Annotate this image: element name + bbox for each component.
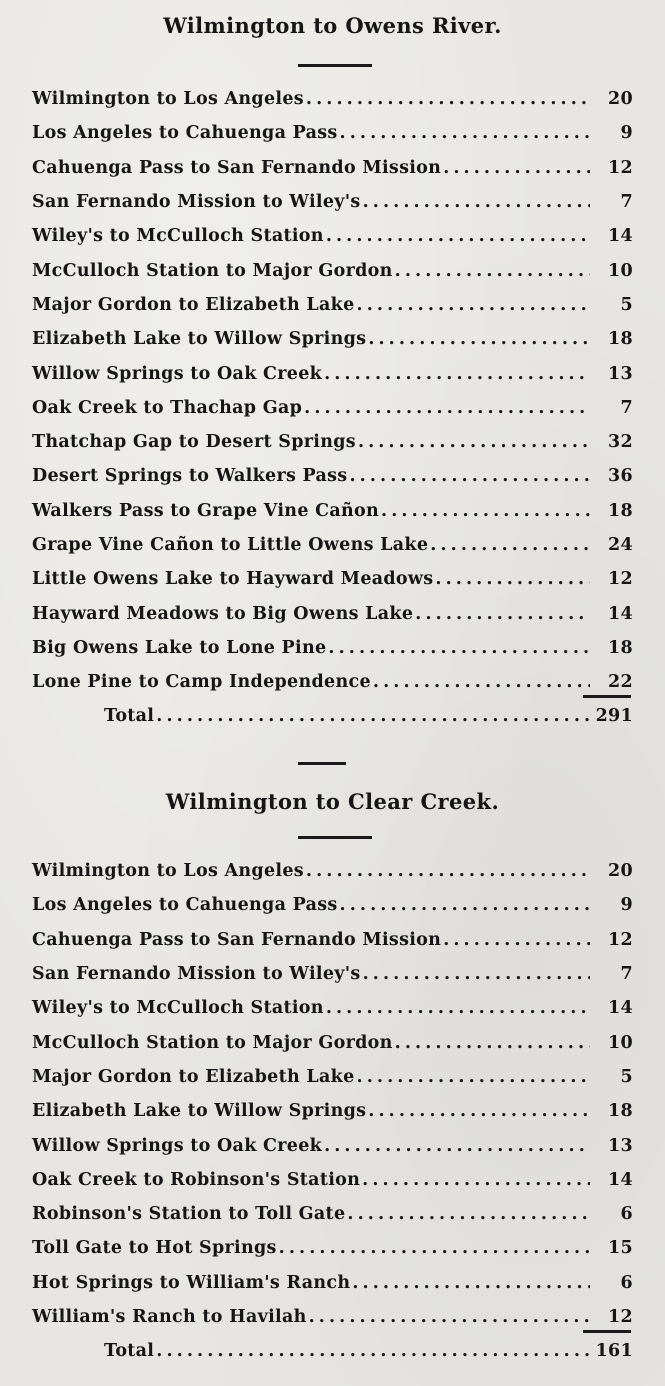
dot-leader bbox=[415, 604, 590, 624]
table-row bbox=[0, 1025, 665, 1059]
total-value: 291 bbox=[595, 706, 633, 727]
mileage-value: 12 bbox=[608, 157, 633, 178]
mileage-value: 32 bbox=[608, 432, 633, 453]
total-rule bbox=[583, 695, 631, 698]
dot-leader bbox=[395, 1033, 590, 1053]
dot-leader bbox=[326, 998, 590, 1018]
table-row bbox=[0, 1060, 665, 1094]
mileage-value: 7 bbox=[620, 192, 633, 213]
route-label: Wiley's to McCulloch Station bbox=[32, 998, 324, 1019]
route-label: Big Owens Lake to Lone Pine bbox=[32, 637, 327, 658]
dot-leader bbox=[324, 1136, 590, 1156]
dot-leader bbox=[362, 1170, 590, 1190]
route-label: Wilmington to Los Angeles bbox=[32, 861, 304, 882]
dot-leader bbox=[443, 930, 590, 950]
route-label: Toll Gate to Hot Springs bbox=[32, 1238, 277, 1259]
title-rule bbox=[298, 64, 372, 67]
table-row bbox=[0, 151, 665, 185]
mileage-value: 22 bbox=[608, 672, 633, 693]
mileage-value: 14 bbox=[608, 226, 633, 247]
mileage-value: 18 bbox=[608, 637, 633, 658]
dot-leader bbox=[363, 964, 590, 984]
table-row bbox=[0, 528, 665, 562]
dot-leader bbox=[279, 1238, 590, 1258]
mileage-value: 12 bbox=[608, 569, 633, 590]
table-row bbox=[0, 322, 665, 356]
table-row bbox=[0, 116, 665, 150]
route-label: Wilmington to Los Angeles bbox=[32, 89, 304, 110]
table-row bbox=[0, 1197, 665, 1231]
table-row bbox=[0, 1231, 665, 1265]
route-label: Willow Springs to Oak Creek bbox=[32, 1135, 323, 1156]
table-row bbox=[0, 425, 665, 459]
table-row bbox=[0, 1163, 665, 1197]
dot-leader bbox=[368, 329, 590, 349]
route-label: Lone Pine to Camp Independence bbox=[32, 672, 371, 693]
table-row bbox=[0, 391, 665, 425]
section-divider bbox=[298, 762, 346, 765]
route-label: Little Owens Lake to Hayward Meadows bbox=[32, 569, 434, 590]
mileage-value: 6 bbox=[620, 1272, 633, 1293]
dot-leader bbox=[347, 1204, 590, 1224]
mileage-value: 14 bbox=[608, 1169, 633, 1190]
route-label: Major Gordon to Elizabeth Lake bbox=[32, 1066, 355, 1087]
mileage-value: 24 bbox=[608, 535, 633, 555]
mileage-value: 18 bbox=[608, 500, 633, 521]
mileage-value: 6 bbox=[620, 1204, 633, 1225]
mileage-value: 36 bbox=[608, 466, 633, 487]
title-rule bbox=[298, 836, 372, 839]
table-row bbox=[0, 957, 665, 991]
dot-leader bbox=[435, 569, 590, 589]
route-label: Los Angeles to Cahuenga Pass bbox=[32, 895, 338, 916]
mileage-value: 5 bbox=[620, 294, 633, 315]
dot-leader bbox=[395, 261, 590, 281]
dot-leader bbox=[309, 1307, 590, 1327]
total-value: 161 bbox=[595, 1341, 633, 1362]
route-table bbox=[0, 82, 665, 734]
dot-leader bbox=[381, 501, 590, 521]
route-label: McCulloch Station to Major Gordon bbox=[32, 1032, 393, 1053]
mileage-value: 7 bbox=[620, 397, 633, 418]
mileage-value: 12 bbox=[608, 1307, 633, 1327]
route-table bbox=[0, 854, 665, 1368]
route-label: Elizabeth Lake to Willow Springs bbox=[32, 329, 367, 350]
route-label: Hayward Meadows to Big Owens Lake bbox=[32, 603, 414, 624]
table-row bbox=[0, 991, 665, 1025]
mileage-value: 13 bbox=[608, 1135, 633, 1156]
route-label: Wiley's to McCulloch Station bbox=[32, 226, 324, 247]
dot-leader bbox=[304, 398, 590, 418]
mileage-value: 20 bbox=[608, 861, 633, 882]
table-row bbox=[0, 185, 665, 219]
mileage-value: 14 bbox=[608, 998, 633, 1019]
dot-leader bbox=[368, 1101, 590, 1121]
table-row bbox=[0, 562, 665, 596]
dot-leader bbox=[430, 535, 590, 555]
table-row bbox=[0, 888, 665, 922]
route-label: Desert Springs to Walkers Pass bbox=[32, 466, 348, 487]
dot-leader bbox=[156, 1341, 590, 1361]
dot-leader bbox=[326, 226, 590, 246]
dot-leader bbox=[328, 638, 590, 658]
table-row bbox=[0, 459, 665, 493]
route-label: Grape Vine Cañon to Little Owens Lake bbox=[32, 535, 429, 555]
dot-leader bbox=[340, 895, 590, 915]
route-label: Los Angeles to Cahuenga Pass bbox=[32, 123, 338, 144]
total-rule bbox=[583, 1330, 631, 1333]
table-row bbox=[0, 288, 665, 322]
mileage-value: 20 bbox=[608, 89, 633, 110]
table-row bbox=[0, 253, 665, 287]
total-label: Total bbox=[104, 706, 155, 727]
total-label: Total bbox=[104, 1341, 155, 1362]
dot-leader bbox=[306, 861, 590, 881]
mileage-value: 12 bbox=[608, 929, 633, 950]
mileage-value: 9 bbox=[620, 123, 633, 144]
mileage-value: 13 bbox=[608, 363, 633, 384]
dot-leader bbox=[443, 158, 590, 178]
table-row bbox=[0, 596, 665, 630]
dot-leader bbox=[357, 1067, 590, 1087]
mileage-value: 18 bbox=[608, 1101, 633, 1122]
table-row bbox=[0, 1094, 665, 1128]
dot-leader bbox=[306, 89, 590, 109]
section-title: Wilmington to Owens River. bbox=[163, 13, 502, 38]
total-row bbox=[0, 699, 665, 733]
route-label: Cahuenga Pass to San Fernando Mission bbox=[32, 929, 442, 950]
table-row bbox=[0, 219, 665, 253]
total-row bbox=[0, 1334, 665, 1368]
mileage-value: 10 bbox=[608, 1032, 633, 1053]
route-label: San Fernando Mission to Wiley's bbox=[32, 964, 361, 985]
table-row bbox=[0, 665, 665, 699]
dot-leader bbox=[373, 672, 590, 692]
table-row bbox=[0, 494, 665, 528]
route-label: Oak Creek to Thachap Gap bbox=[32, 397, 303, 418]
route-label: Major Gordon to Elizabeth Lake bbox=[32, 294, 355, 315]
section-title: Wilmington to Clear Creek. bbox=[165, 789, 500, 814]
table-row bbox=[0, 82, 665, 116]
route-label: Oak Creek to Robinson's Station bbox=[32, 1169, 361, 1190]
table-row bbox=[0, 631, 665, 665]
route-label: William's Ranch to Havilah bbox=[32, 1307, 307, 1327]
mileage-value: 7 bbox=[620, 964, 633, 985]
dot-leader bbox=[156, 706, 590, 726]
dot-leader bbox=[352, 1273, 590, 1293]
dot-leader bbox=[349, 466, 590, 486]
table-row bbox=[0, 854, 665, 888]
mileage-value: 15 bbox=[608, 1238, 633, 1259]
dot-leader bbox=[340, 123, 590, 143]
mileage-value: 10 bbox=[608, 260, 633, 281]
mileage-value: 14 bbox=[608, 603, 633, 624]
route-label: Hot Springs to William's Ranch bbox=[32, 1272, 351, 1293]
table-row bbox=[0, 356, 665, 390]
route-label: Walkers Pass to Grape Vine Cañon bbox=[32, 500, 380, 521]
table-row bbox=[0, 1300, 665, 1334]
route-label: San Fernando Mission to Wiley's bbox=[32, 192, 361, 213]
mileage-value: 5 bbox=[620, 1066, 633, 1087]
table-row bbox=[0, 1128, 665, 1162]
dot-leader bbox=[324, 364, 590, 384]
table-row bbox=[0, 923, 665, 957]
mileage-value: 18 bbox=[608, 329, 633, 350]
route-label: McCulloch Station to Major Gordon bbox=[32, 260, 393, 281]
dot-leader bbox=[363, 192, 590, 212]
dot-leader bbox=[358, 432, 590, 452]
table-row bbox=[0, 1266, 665, 1300]
route-label: Elizabeth Lake to Willow Springs bbox=[32, 1101, 367, 1122]
route-label: Thatchap Gap to Desert Springs bbox=[32, 432, 356, 453]
mileage-value: 9 bbox=[620, 895, 633, 916]
route-label: Robinson's Station to Toll Gate bbox=[32, 1204, 346, 1225]
route-label: Cahuenga Pass to San Fernando Mission bbox=[32, 157, 442, 178]
dot-leader bbox=[357, 295, 590, 315]
route-label: Willow Springs to Oak Creek bbox=[32, 363, 323, 384]
